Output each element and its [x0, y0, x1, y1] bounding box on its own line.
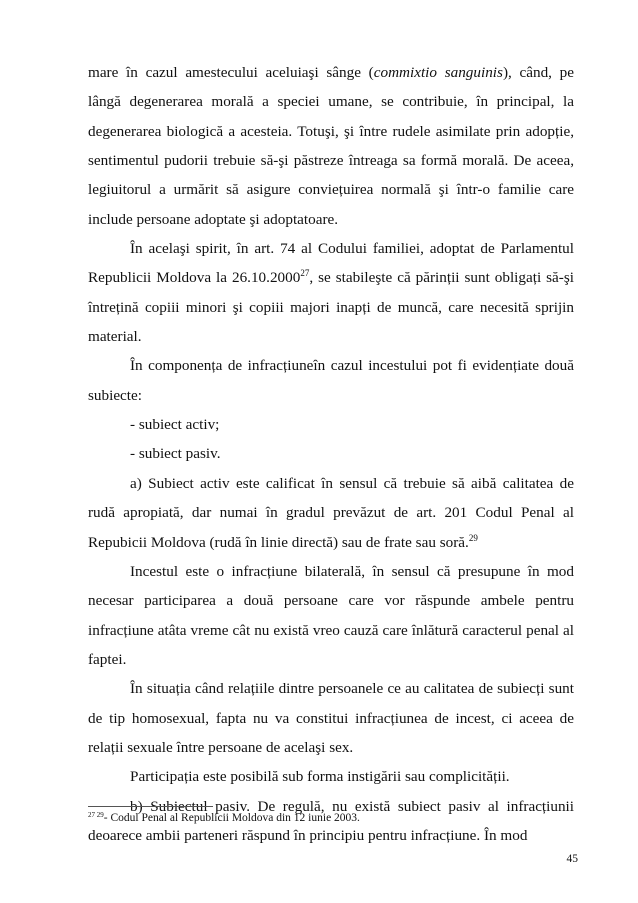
- list-item-active-subject: - subiect activ;: [130, 416, 220, 434]
- footnote-ref-27[interactable]: 27: [300, 268, 310, 279]
- paragraph-2-text-a: În acelaşi spirit, în art. 74 al Codului familiei, adoptat de Parlamentul Republicii Moldova la 26.10.2000: [88, 240, 574, 287]
- list-item-passive-subject: - subiect pasiv.: [130, 445, 221, 463]
- paragraph-6-text: a) Subiect activ este calificat în sensul că trebuie să aibă calitatea de rudă apropiată, dar numai în gradul prevăzut de art. 201 Codul Penal al Repubicii Moldova (rudă în linie directă) sau de frate sau soră.: [88, 474, 574, 551]
- paragraph-active-subject: [88, 469, 574, 557]
- footnote-marks: 27 29: [88, 811, 104, 819]
- footnote-divider: [88, 806, 213, 807]
- footnote-ref-29[interactable]: 29: [468, 532, 478, 543]
- footnote: [88, 810, 574, 826]
- page-number: 45: [566, 853, 578, 865]
- paragraph-3: În componența de infracțiuneîn cazul incestului pot fi evidențiate două subiecte:: [88, 357, 574, 404]
- paragraph-homosexual: În situația când relațiile dintre persoanele ce au calitatea de subiecți sunt de tip homosexual, fapta nu va constitui infracțiunea de incest, ci aceea de relații sexuale între persoane de acelaşi sex.: [88, 680, 574, 756]
- paragraph-1-text-a: mare în cazul amestecului aceluiaşi sânge (: [88, 64, 374, 81]
- paragraph-bilateral: Incestul este o infracțiune bilaterală, în sensul că presupune în mod necesar participarea a două persoane care vor răspunde ambele pentru infracțiune atâta vreme cât nu există vreo cauză care înlătură caracterul penal al faptei.: [88, 562, 574, 668]
- paragraph-1: [88, 58, 574, 234]
- paragraph-participation: Participația este posibilă sub forma instigării sau complicității.: [130, 768, 510, 786]
- paragraph-1-text-b: ), când, pe lângă degenerarea morală a speciei umane, se contribuie, în principal, la degenerarea biologică a acesteia. Totuşi, şi între rudele asimilate prin adopție, sentimentul pudorii trebuie să-şi păstreze întreaga sa formă morală. De aceea, legiuitorul a urmărit să asigure conviețuirea normală şi într-o familie care include persoane adoptate şi adoptatoare.: [88, 64, 575, 228]
- latin-term: commixtio sanguinis: [373, 64, 503, 81]
- paragraph-passive-subject: b) Subiectul pasiv. De regulă, nu există subiect pasiv al infracțiunii deoarece ambii parteneri răspund în principiu pentru infracțiune. În mod: [88, 797, 574, 844]
- body-text: [88, 58, 574, 850]
- footnote-text: - Codul Penal al Republicii Moldova din 12 iunie 2003.: [103, 812, 360, 824]
- paragraph-2: [88, 234, 574, 351]
- paragraph-2-text-b: , se stabileşte că părinții sunt obligați să-şi întrețină copiii minori şi copiii majori inapți de muncă, care necesită sprijin material.: [88, 269, 574, 346]
